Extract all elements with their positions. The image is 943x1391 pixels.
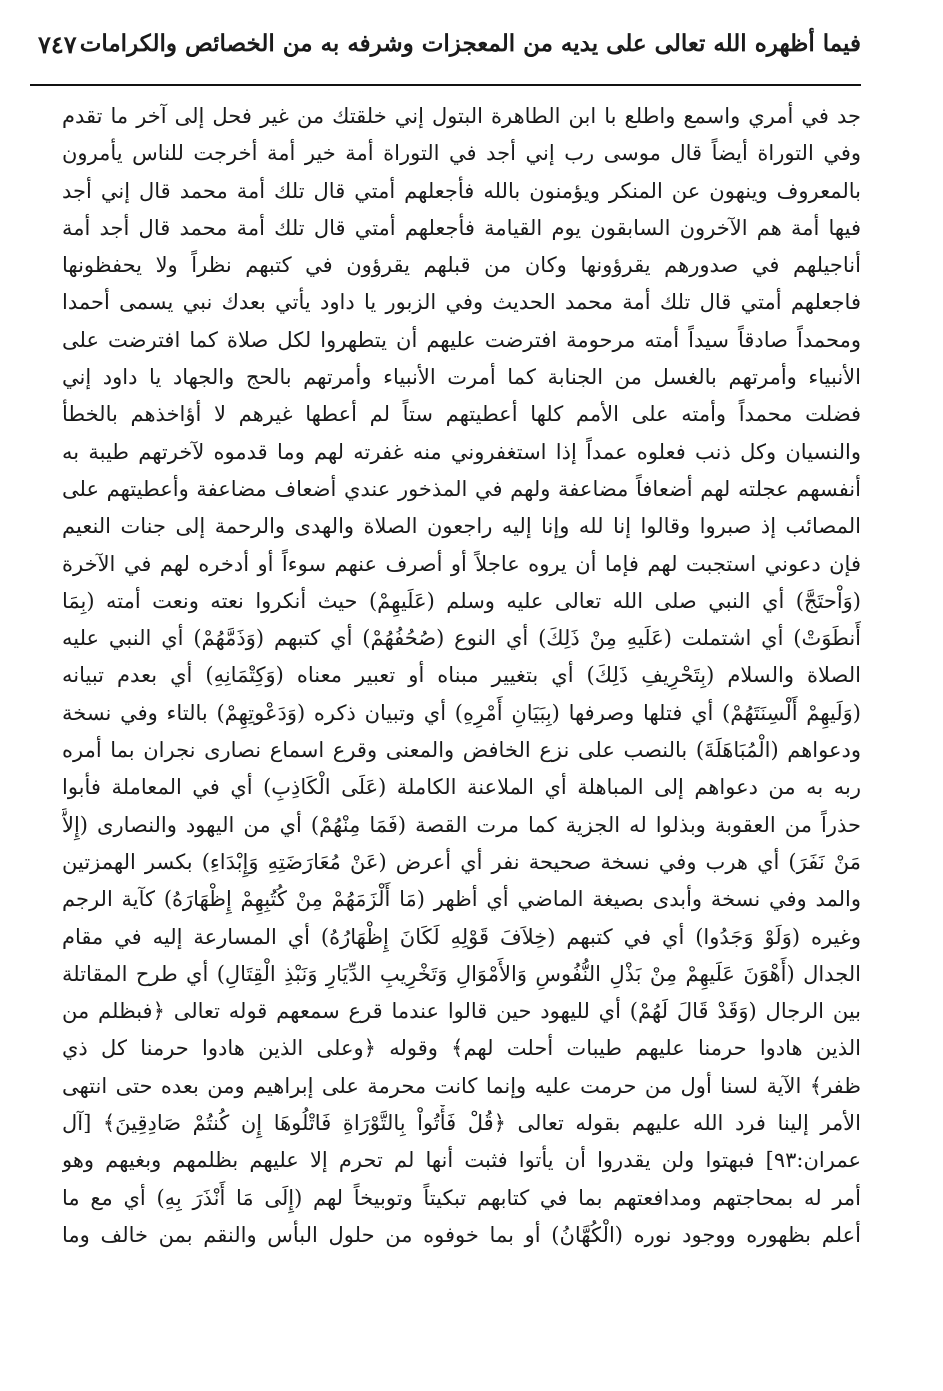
text-line: أَنطَوَتْ) أي اشتملت (عَلَيهِ مِنْ ذَلِكَ) أي النوع (صُحُفُهُمْ) أي كتبهم (وَذَمَّهُمْ) أي النبي عليه (62, 626, 861, 651)
body-text (62, 98, 861, 1254)
text-line: بين الرجال (وَقَدْ قَالَ لَهُمْ) أي لليهود حين قالوا عندما قرع سمعهم قوله تعالى ﴿فبظلم من (62, 999, 861, 1024)
text-line: عمران:٩٣] فبهتوا ولن يقدروا أن يأتوا فثبت أنها لم تحرم إلا عليهم بظلمهم وبغيهم وهو (62, 1148, 861, 1173)
text-line: فإن دعوني استجبت لهم فإما أن يروه عاجلاً أو أصرف عنهم سوءاً أو أدخره لهم في الآخرة (62, 551, 861, 576)
text-line: الذين هادوا حرمنا عليهم طيبات أحلت لهم﴾ وقوله ﴿وعلى الذين هادوا حرمنا كل ذي (62, 1036, 861, 1061)
text-line: الصلاة والسلام (بِتَحْرِيفِ ذَلِكَ) أي بتغيير مبناه أو تعبير معناه (وَكِتْمَانِهِ) أي بعدم تبيانه (62, 663, 861, 688)
text-line: والنسيان وكل ذنب فعلوه عمداً إذا استغفروني منه غفرته لهم وما قدموه لآخرتهم طيبة به (62, 439, 861, 464)
text-line: حذراً من العقوبة وبذلوا له الجزية كما مرت القصة (فَمَا مِنْهُمْ) أي من اليهود والنصارى (إِلاَّ (62, 812, 861, 837)
text-line: أنفسهم عجلته لهم أضعافاً مضاعفة ولهم في المذخور عندي أضعاف مضاعفة وأعطيتهم على (62, 476, 861, 501)
page-number: ٧٤٧ (38, 30, 77, 59)
text-line: الجدال (أَهْوَنَ عَلَيهِمْ مِنْ بَذْلِ النُّفُوسِ وَالأَمْوَالِ وَتَخْرِيبِ الدِّيَارِ وَنَبْذِ الْقِتَالِ) أي طرح المقاتلة (62, 961, 861, 986)
text-line: ومحمداً صادقاً سيداً أمته مرحومة افترضت عليهم أن يتطهروا لكل صلاة كما افترضت على (62, 327, 861, 352)
text-line: مَنْ نَفَرَ) أي هرب وفي نسخة صحيحة نفر أي أعرض (عَنْ مُعَارَضَتِهِ وَإِبْدَاءِ) بكسر الهمزتين (62, 849, 861, 874)
text-line: (وَلَيهِمْ أَلْسِنَتَهُمْ) أي فتلها وصرفها (بِبَيَانِ أَمْرِهِ) أي وتبيان ذكره (وَدَعْوتِهِمْ) بالتاء وفي نسخة (62, 700, 861, 725)
text-line: أمر له بمحاجتهم ومدافعتهم بما في كتابهم تبكيتاً وتوبيخاً لهم (إِلَى مَا أَنْذَرَ بِهِ) أي مع ما (62, 1185, 861, 1210)
text-line: ودعواهم (الْمُبَاهَلَةَ) بالنصب على نزع الخافض والمعنى وقرع اسماع نصارى نجران بما أمره (62, 738, 861, 763)
text-line: أناجيلهم في صدورهم يقرؤونها وكان من قبلهم يقرؤون في كتبهم نظراً ولا يحفظونها (62, 253, 861, 278)
text-line: فضلت محمداً وأمته على الأمم كلها أعطيتهم ستاً لم أعطها غيرهم لا أؤاخذهم بالخطأ (62, 402, 861, 427)
text-line: والمد وفي نسخة وأبدى بصيغة الماضي أي أظهر (مَا أَلْزَمَهُمْ مِنْ كُتُبِهِمْ إِظْهَارَهُ) كآية الرجم (62, 887, 861, 912)
text-line: ظفر﴾ الآية لسنا أول من حرمت عليه وإنما كانت محرمة على إبراهيم ومن بعده حتى انتهى (62, 1073, 861, 1098)
text-line: أعلم بظهوره ووجود نوره (الْكُهَّانُ) أو بما خوفوه من حلول البأس والنقم بمن خالف وما (62, 1222, 861, 1247)
text-line: المصائب إذ صبروا وقالوا إنا لله وإنا إليه راجعون الصلاة والهدى والرحمة إلى جنات النعيم (62, 514, 861, 539)
running-header (30, 22, 861, 86)
text-line: فيها أمة هم الآخرون السابقون يوم القيامة فأجعلهم أمتي قال تلك أمة محمد قال أجد أمة (62, 215, 861, 240)
text-line: جد في أمري واسمع واطلع با ابن الطاهرة البتول إني خلقتك من غير فحل إلى آخر ما تقدم (62, 104, 861, 128)
text-line: بالمعروف وينهون عن المنكر ويؤمنون بالله فأجعلهم أمتي قال تلك أمة محمد قال إني أجد (62, 178, 861, 203)
text-line: وفي التوراة أيضاً قال موسى رب إني أجد في التوراة أمة خير أمة أخرجت للناس يأمرون (62, 141, 861, 166)
text-line: فاجعلهم أمتي قال تلك أمة محمد الحديث وفي الزبور يا داود يأتي بعدك نبي يسمى أحمدا (62, 290, 861, 315)
text-line: (وَاْحتَجَّ) أي النبي صلى الله تعالى عليه وسلم (عَلَيهِمْ) حيث أنكروا نعته ونعت أمته (بِمَا (62, 588, 861, 613)
text-line: الأمر إلينا فرد الله عليهم بقوله تعالى ﴿قُلْ فَأْتُواْ بِالتَّوْرَاةِ فَاتْلُوهَا إِن كُنتُمْ صَادِقِينَ﴾ [آل (62, 1111, 861, 1136)
header-title: فيما أظهره الله تعالى على يديه من المعجزات وشرفه به من الخصائص والكرامات (79, 30, 861, 57)
text-line: وغيره (وَلَوْ وَجَدُوا) أي في كتبهم (خِلاَفَ قَوْلِهِ لَكَانَ إِظْهَارُهُ) أي المسارعة إليه في مقام (62, 924, 861, 949)
text-line: ربه به من دعواهم إلى المباهلة أي الملاعنة الكاملة (عَلَى الْكَاذِبِ) أي في المعاملة فأبوا (62, 775, 861, 800)
text-line: الأنبياء وأمرتهم بالغسل من الجنابة كما أمرت الأنبياء وأمرتهم بالحج والجهاد يا داود إني (62, 365, 861, 390)
